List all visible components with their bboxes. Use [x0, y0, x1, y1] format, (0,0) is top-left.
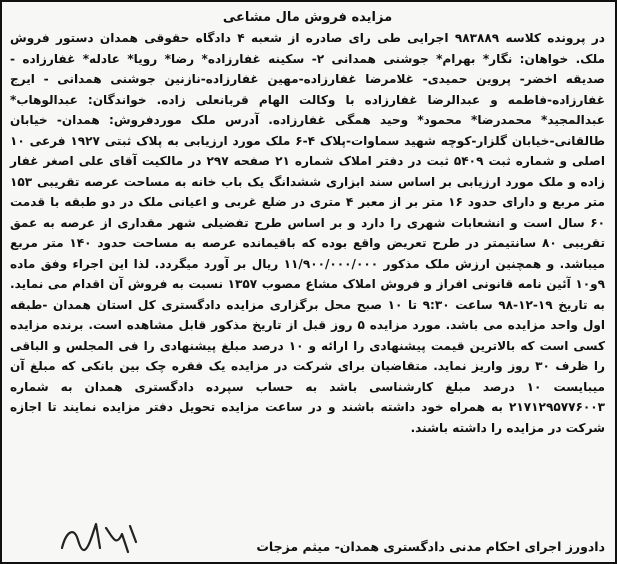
handwritten-signature: [56, 518, 140, 558]
signature-line: دادورز اجرای احکام مدنی دادگستری همدان- میثم مزجات: [256, 539, 605, 554]
notice-title: مزایده فروش مال مشاعی: [222, 10, 393, 25]
notice-body: در پرونده کلاسه ۹۸۳۸۸۹ اجرایی طی رای صادره از شعبه ۴ دادگاه حقوقی همدان دستور فروش ملک. خواهان: نگار* بهرام* جوشنی همدانی ۲- سکینه غفارزاده* رضا* رویا* عادله* غفارزاده - صدیقه اخضر- پروین حمیدی- غلامرضا غفارزاده-مهین غفارزاده-نازنین جوشنی همدانی - ایرج غفارزاده-فاطمه و عبدالرضا غفارزاده با وکالت الهام قربانعلی زاده. خواندگان: عبدالوهاب* عبدالمجید* محمدرضا* محمود* وحید همگی غفارزاده. آدرس ملک موردفروش: همدان- خیابان طالقانی-خیابان گلزار-کوچه شهید سماوات-پلاک ۴-۶ ملک مورد ارزیابی به پلاک ثبتی ۱۹۲۷ فرعی ۱۰ اصلی و شماره ثبت ۵۴۰۹ ثبت در دفتر املاک شماره ۲۱ صفحه ۲۹۷ در مالکیت آقای علی اصغر غفار زاده و ملک مورد ارزیابی بر اساس سند ابزاری ششدانگ یک باب خانه به مساحت عرصه تقریبی ۱۵۳ متر مربع و دارای حدود ۱۶ متر بر از معبر ۴ متری در ضلع غربی و اعیانی ملک در دو طبقه با قدمت ۶۰ سال است و انشعابات شهری را دارد و بر اساس طرح تفضیلی شهر مقداری از عرصه به عمق تقریبی ۸۰ سانتیمتر در طرح تعریض واقع بوده که باقیمانده عرصه به مساحت حدود ۱۴۰ متر مربع میباشد. و همچنین ارزش ملک مذکور ۱۱/۹۰۰/۰۰۰/۰۰۰ ریال بر آورد میگردد. لذا این اجراء وفق ماده ۹و۱۰ آئین نامه قانونی افراز و فروش املاک مشاع مصوب ۱۳۵۷ نسبت به فروش آن اقدام می نماید. به تاریخ ۱۹-۱۲-۹۸ ساعت ۹:۳۰ تا ۱۰ صبح محل برگزاری مزایده دادگستری کل استان همدان -طبقه اول واحد مزایده می باشد. مورد مزایده ۵ روز قبل از تاریخ مذکور قابل مشاهده است. برنده مزایده کسی است که بالاترین قیمت پیشنهادی را ارائه و ۱۰ درصد مبلغ پیشنهادی را فی المجلس و الباقی را ظرف ۳۰ روز واریز نماید. متقاضیان برای شرکت در مزایده یک فقره چک بین بانکی که مبلغ آن میبایست ۱۰ درصد مبلغ کارشناسی باشد به حساب سپرده دادگستری همدان به شماره ۲۱۷۱۲۹۵۷۷۶۰۰۳ به همراه خود داشته باشند و در ساعت مزایده تحویل دفتر مزایده نمایند تا اجازه شرکت در مزایده را داشته باشند.: [10, 31, 606, 435]
